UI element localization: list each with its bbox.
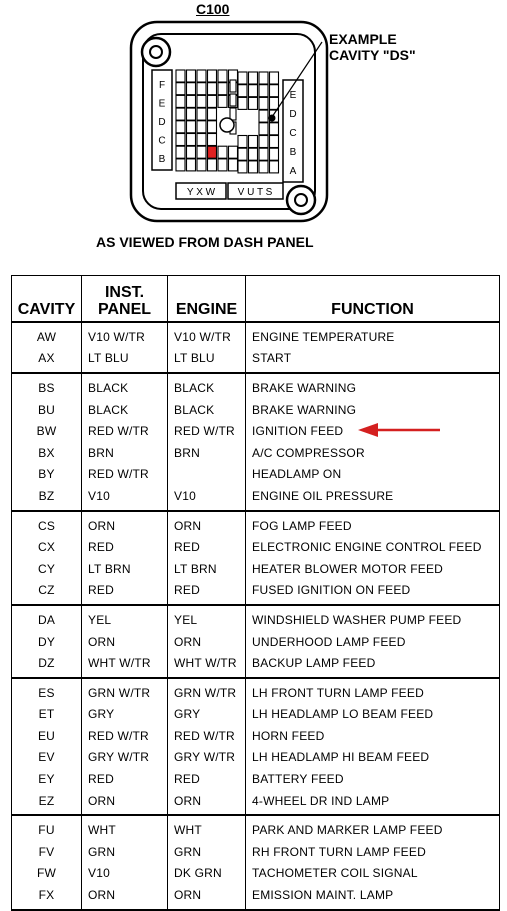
inst-panel-cell: ORN bbox=[82, 790, 168, 816]
table-row bbox=[12, 464, 500, 486]
engine-cell: V10 W/TR bbox=[168, 322, 246, 348]
function-cell: HORN FEED bbox=[246, 725, 500, 747]
engine-cell: GRN W/TR bbox=[168, 678, 246, 704]
cavity-cell bbox=[270, 85, 279, 97]
cavity-cell bbox=[176, 159, 185, 171]
cavity-cell bbox=[270, 148, 279, 160]
left-letter-D: D bbox=[158, 117, 166, 128]
cavity-cell bbox=[176, 95, 185, 107]
function-cell: EMISSION MAINT. LAMP bbox=[246, 884, 500, 910]
cavity-cell bbox=[176, 70, 185, 82]
engine-cell: BLACK bbox=[168, 373, 246, 399]
cavity-cell bbox=[259, 85, 268, 97]
cavity-cell bbox=[218, 146, 227, 158]
cavity-cell bbox=[187, 146, 196, 158]
cavity-cell bbox=[259, 97, 268, 109]
cavity-cell bbox=[270, 161, 279, 173]
cavity-cell-text: EU bbox=[12, 725, 82, 747]
cavity-cell bbox=[249, 97, 258, 109]
inst-panel-cell: RED bbox=[82, 536, 168, 558]
cavity-cell bbox=[187, 108, 196, 120]
table-row bbox=[12, 841, 500, 863]
cavity-cell-text: CX bbox=[12, 536, 82, 558]
cavity-cell bbox=[197, 70, 206, 82]
inst-panel-cell: V10 bbox=[82, 863, 168, 885]
function-cell: UNDERHOOD LAMP FEED bbox=[246, 631, 500, 653]
cavity-cell bbox=[197, 134, 206, 146]
engine-cell: RED bbox=[168, 768, 246, 790]
cavity-cell-text: EZ bbox=[12, 790, 82, 816]
table-row bbox=[12, 815, 500, 841]
cavity-cell bbox=[230, 108, 236, 120]
cavity-cell bbox=[197, 159, 206, 171]
table-row bbox=[12, 768, 500, 790]
cavity-cell bbox=[187, 70, 196, 82]
cavity-cell-text: DY bbox=[12, 631, 82, 653]
table-row bbox=[12, 704, 500, 726]
inst-panel-cell: WHT bbox=[82, 815, 168, 841]
inst-panel-cell: WHT W/TR bbox=[82, 652, 168, 678]
cavity-cell bbox=[238, 161, 247, 173]
engine-cell: GRY W/TR bbox=[168, 747, 246, 769]
cavity-cell bbox=[259, 110, 268, 122]
engine-cell: YEL bbox=[168, 605, 246, 631]
cavity-cell bbox=[197, 83, 206, 95]
engine-cell: LT BLU bbox=[168, 348, 246, 374]
cavity-cell bbox=[218, 83, 227, 95]
cavity-cell bbox=[259, 148, 268, 160]
cavity-cell-text: BX bbox=[12, 442, 82, 464]
key-symbol bbox=[220, 118, 234, 132]
function-cell: LH FRONT TURN LAMP FEED bbox=[246, 678, 500, 704]
function-cell: ELECTRONIC ENGINE CONTROL FEED bbox=[246, 536, 500, 558]
cavity-cell bbox=[259, 161, 268, 173]
cavity-cell bbox=[197, 146, 206, 158]
function-cell: HEADLAMP ON bbox=[246, 464, 500, 486]
function-cell: ENGINE OIL PRESSURE bbox=[246, 485, 500, 511]
engine-cell: ORN bbox=[168, 884, 246, 910]
inst-panel-cell: LT BLU bbox=[82, 348, 168, 374]
engine-cell bbox=[168, 464, 246, 486]
engine-cell: RED W/TR bbox=[168, 420, 246, 442]
inst-panel-cell: RED bbox=[82, 768, 168, 790]
cavity-cell bbox=[249, 161, 258, 173]
cavity-cell bbox=[218, 95, 227, 107]
cavity-cell-text: CZ bbox=[12, 580, 82, 606]
cavity-cell-text: FW bbox=[12, 863, 82, 885]
cavity-cell bbox=[259, 72, 268, 84]
table-row bbox=[12, 725, 500, 747]
left-letter-E: E bbox=[158, 98, 166, 110]
mount-hole-bottom-right-inner bbox=[295, 194, 307, 206]
cavity-cell bbox=[259, 136, 268, 148]
function-cell: IGNITION FEED bbox=[246, 420, 500, 442]
table-row bbox=[12, 373, 500, 399]
engine-cell: BLACK bbox=[168, 399, 246, 421]
engine-cell: WHT bbox=[168, 815, 246, 841]
header-cavity: CAVITY bbox=[12, 276, 82, 323]
function-cell: WINDSHIELD WASHER PUMP FEED bbox=[246, 605, 500, 631]
inst-panel-cell: GRY W/TR bbox=[82, 747, 168, 769]
engine-cell: LT BRN bbox=[168, 558, 246, 580]
function-cell: HEATER BLOWER MOTOR FEED bbox=[246, 558, 500, 580]
inst-panel-cell: BLACK bbox=[82, 373, 168, 399]
engine-cell: ORN bbox=[168, 631, 246, 653]
table-row bbox=[12, 322, 500, 348]
right-letter-C: C bbox=[289, 128, 297, 139]
inst-panel-cell: V10 bbox=[82, 485, 168, 511]
left-letter-C: C bbox=[158, 135, 166, 147]
function-cell: BRAKE WARNING bbox=[246, 399, 500, 421]
function-cell: 4-WHEEL DR IND LAMP bbox=[246, 790, 500, 816]
cavity-cell bbox=[229, 159, 238, 171]
function-cell: LH HEADLAMP LO BEAM FEED bbox=[246, 704, 500, 726]
cavity-cell bbox=[230, 94, 236, 106]
function-cell: START bbox=[246, 348, 500, 374]
inst-panel-cell: ORN bbox=[82, 511, 168, 537]
cavity-cell bbox=[218, 70, 227, 82]
mount-hole-top-left-inner bbox=[150, 46, 162, 58]
cavity-cell-text: BY bbox=[12, 464, 82, 486]
cavity-cell-text: CY bbox=[12, 558, 82, 580]
cavity-cell bbox=[270, 97, 279, 109]
table-row bbox=[12, 678, 500, 704]
cavity-cell-text: ES bbox=[12, 678, 82, 704]
table-row bbox=[12, 863, 500, 885]
cavity-cell-text: EV bbox=[12, 747, 82, 769]
table-row bbox=[12, 747, 500, 769]
engine-cell: BRN bbox=[168, 442, 246, 464]
engine-cell: GRY bbox=[168, 704, 246, 726]
cavity-cell bbox=[238, 72, 247, 84]
table-row bbox=[12, 511, 500, 537]
cavity-cell-text: BU bbox=[12, 399, 82, 421]
cavity-cell bbox=[208, 83, 217, 95]
right-letter-A: A bbox=[289, 166, 297, 177]
cavity-cell-text: FV bbox=[12, 841, 82, 863]
engine-cell: RED bbox=[168, 580, 246, 606]
cavity-cell bbox=[249, 136, 258, 148]
engine-cell: DK GRN bbox=[168, 863, 246, 885]
cavity-cell bbox=[218, 159, 227, 171]
engine-cell: RED W/TR bbox=[168, 725, 246, 747]
cavity-cell bbox=[197, 108, 206, 120]
function-cell: RH FRONT TURN LAMP FEED bbox=[246, 841, 500, 863]
cavity-cell bbox=[208, 108, 217, 120]
cavity-cell-text: AW bbox=[12, 322, 82, 348]
example-label-line: CAVITY "DS" bbox=[329, 47, 416, 63]
cavity-cell bbox=[176, 146, 185, 158]
cavity-cell bbox=[270, 136, 279, 148]
cavity-cell bbox=[208, 134, 217, 146]
engine-cell: ORN bbox=[168, 790, 246, 816]
red-arrow-indicator bbox=[358, 422, 442, 442]
inst-panel-cell: RED W/TR bbox=[82, 725, 168, 747]
cavity-cell bbox=[187, 159, 196, 171]
cavity-cell bbox=[187, 134, 196, 146]
inst-panel-cell: GRN W/TR bbox=[82, 678, 168, 704]
cavity-cell-text: ET bbox=[12, 704, 82, 726]
cavity-cell bbox=[176, 121, 185, 133]
table-row bbox=[12, 652, 500, 678]
arrow-head bbox=[358, 423, 378, 437]
function-cell: TACHOMETER COIL SIGNAL bbox=[246, 863, 500, 885]
inst-panel-cell: GRN bbox=[82, 841, 168, 863]
inst-panel-cell: RED W/TR bbox=[82, 420, 168, 442]
function-cell: ENGINE TEMPERATURE bbox=[246, 322, 500, 348]
view-note: AS VIEWED FROM DASH PANEL bbox=[96, 234, 314, 250]
cavity-cell bbox=[187, 83, 196, 95]
cavity-function-table bbox=[11, 275, 500, 911]
engine-cell: ORN bbox=[168, 511, 246, 537]
connector-diagram bbox=[0, 0, 507, 240]
function-cell: FOG LAMP FEED bbox=[246, 511, 500, 537]
function-cell: LH HEADLAMP HI BEAM FEED bbox=[246, 747, 500, 769]
bottom-left-letters: Y X W bbox=[186, 187, 216, 198]
table-body bbox=[12, 322, 500, 910]
cavity-cell bbox=[238, 85, 247, 97]
right-letter-B: B bbox=[289, 147, 297, 158]
cavity-cell bbox=[208, 121, 217, 133]
table-row bbox=[12, 580, 500, 606]
engine-cell: GRN bbox=[168, 841, 246, 863]
engine-cell: WHT W/TR bbox=[168, 652, 246, 678]
inst-panel-cell: V10 W/TR bbox=[82, 322, 168, 348]
table-row bbox=[12, 558, 500, 580]
header-engine: ENGINE bbox=[168, 276, 246, 323]
header-function: FUNCTION bbox=[246, 276, 500, 323]
inst-panel-cell: BLACK bbox=[82, 399, 168, 421]
function-cell: BATTERY FEED bbox=[246, 768, 500, 790]
cavity-cell bbox=[208, 159, 217, 171]
cavity-cell-text: FX bbox=[12, 884, 82, 910]
engine-cell: V10 bbox=[168, 485, 246, 511]
cavity-cell bbox=[249, 148, 258, 160]
cavity-cell bbox=[238, 97, 247, 109]
cavity-cell bbox=[270, 123, 279, 135]
cavity-cell-text: EY bbox=[12, 768, 82, 790]
table-row bbox=[12, 536, 500, 558]
cavity-cell bbox=[249, 85, 258, 97]
table-row bbox=[12, 485, 500, 511]
table-row bbox=[12, 631, 500, 653]
function-cell: FUSED IGNITION ON FEED bbox=[246, 580, 500, 606]
function-cell: PARK AND MARKER LAMP FEED bbox=[246, 815, 500, 841]
table-row bbox=[12, 605, 500, 631]
cavity-cell bbox=[249, 72, 258, 84]
table-row bbox=[12, 884, 500, 910]
cavity-cell bbox=[238, 148, 247, 160]
connector-title: C100 bbox=[196, 1, 230, 17]
cavity-cell bbox=[208, 95, 217, 107]
header-inst-panel: INST. PANEL bbox=[82, 276, 168, 323]
cavity-cell-text: AX bbox=[12, 348, 82, 374]
engine-cell: RED bbox=[168, 536, 246, 558]
function-cell: BRAKE WARNING bbox=[246, 373, 500, 399]
cavity-cell bbox=[187, 121, 196, 133]
table-header-row bbox=[12, 276, 500, 323]
table-row bbox=[12, 790, 500, 816]
inst-panel-cell: ORN bbox=[82, 884, 168, 910]
table-row bbox=[12, 442, 500, 464]
table-row bbox=[12, 399, 500, 421]
cavity-cell bbox=[187, 95, 196, 107]
cavity-cell-text: BW bbox=[12, 420, 82, 442]
cavity-cell-text: DZ bbox=[12, 652, 82, 678]
cavity-cell bbox=[208, 70, 217, 82]
cavity-cell bbox=[176, 108, 185, 120]
inst-panel-cell: GRY bbox=[82, 704, 168, 726]
left-letter-B: B bbox=[158, 154, 166, 165]
function-cell: A/C COMPRESSOR bbox=[246, 442, 500, 464]
example-cavity-dot bbox=[269, 115, 276, 122]
cavity-cell-text: FU bbox=[12, 815, 82, 841]
cavity-cell-text: BZ bbox=[12, 485, 82, 511]
cavity-cell bbox=[259, 123, 268, 135]
inst-panel-cell: LT BRN bbox=[82, 558, 168, 580]
cavity-cell-text: DA bbox=[12, 605, 82, 631]
highlighted-cavity-bw bbox=[208, 146, 217, 158]
inst-panel-cell: RED W/TR bbox=[82, 464, 168, 486]
inst-panel-cell: BRN bbox=[82, 442, 168, 464]
cavity-cell bbox=[176, 134, 185, 146]
cavity-cell bbox=[270, 72, 279, 84]
example-label-line: EXAMPLE bbox=[329, 31, 397, 47]
cavity-cell bbox=[176, 83, 185, 95]
cavity-cell-text: BS bbox=[12, 373, 82, 399]
bottom-right-letters: V U T S bbox=[237, 187, 273, 198]
cavity-cell bbox=[197, 95, 206, 107]
cavity-cell bbox=[197, 121, 206, 133]
function-cell: BACKUP LAMP FEED bbox=[246, 652, 500, 678]
inst-panel-cell: RED bbox=[82, 580, 168, 606]
cavity-cell-text: CS bbox=[12, 511, 82, 537]
cavity-cell bbox=[238, 136, 247, 148]
inst-panel-cell: YEL bbox=[82, 605, 168, 631]
cavity-cell bbox=[229, 146, 238, 158]
right-letter-E: E bbox=[289, 90, 297, 101]
inst-panel-cell: ORN bbox=[82, 631, 168, 653]
table-row bbox=[12, 348, 500, 374]
cavity-cell bbox=[230, 80, 236, 92]
left-letter-F: F bbox=[158, 80, 166, 91]
right-letter-D: D bbox=[289, 109, 297, 120]
